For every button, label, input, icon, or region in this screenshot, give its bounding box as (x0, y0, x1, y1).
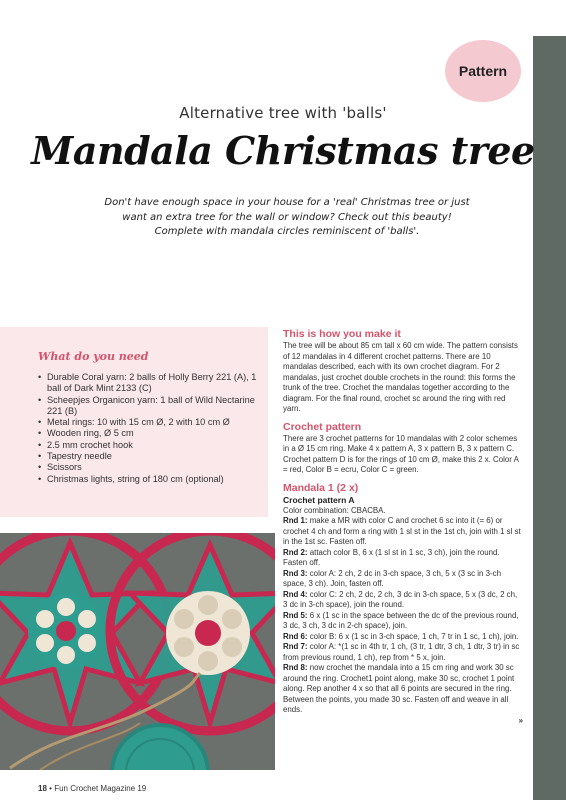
how-to-heading: This is how you make it (283, 328, 401, 340)
round-text: 6 x (1 sc in the space between the dc of the previous round, 3 dc, 3 ch, 3 dc in 2-ch space), join. (283, 610, 519, 630)
materials-list (38, 372, 260, 485)
round-label: Rnd 7: (283, 642, 308, 651)
list-item: • Durable Coral yarn: 2 balls of Holly Berry 221 (A), 1 ball of Dark Mint 2133 (C) (38, 372, 260, 395)
round-label: Rnd 3: (283, 568, 308, 578)
round-text: attach color B, 6 x (1 sl st in 1 sc, 3 ch), join the round. Fasten off. (283, 547, 500, 567)
round-label: Rnd 8: (283, 663, 308, 672)
round-label: Rnd 5: (283, 610, 308, 620)
list-item: • Wooden ring, Ø 5 cm (38, 428, 260, 439)
how-to-text: The tree will be about 85 cm tall x 60 cm wide. The pattern consists of 12 mandalas in 4 different crochet patterns. There are 10 mandalas described, each with its own crochet diagram. For 2 mandalas, just crochet double crochets in the round: this forms the trunk of the tree. Crochet the mandalas together according to the diagram. For the final round, crochet sc around the ring with red yarn. (283, 341, 518, 413)
instructions-column (283, 328, 523, 726)
round-line (283, 632, 523, 643)
round-line (283, 590, 523, 611)
round-line (283, 516, 523, 548)
list-item: • Christmas lights, string of 180 cm (optional) (38, 474, 260, 485)
mandala-1-heading: Mandala 1 (2 x) (283, 481, 359, 494)
round-text: color B: 6 x (1 sc in 3-ch space, 1 ch, 7 tr in 1 sc, 1 ch), join. (307, 631, 519, 641)
pattern-badge-label: Pattern (458, 63, 508, 79)
page-number: 18 (38, 784, 47, 793)
article-intro: Don't have enough space in your house for a 'real' Christmas tree or just want an extra tree for the wall or window? Check out this beauty! Complete with mandala circles reminiscent of 'balls'. (104, 197, 470, 237)
mandala-photo-illustration (0, 533, 275, 770)
list-item: • Scheepjes Organicon yarn: 1 ball of Wild Nectarine 221 (B) (38, 395, 260, 418)
watermark: PassionForum.ru (449, 784, 517, 794)
crochet-pattern-text: There are 3 crochet patterns for 10 mandalas with 2 color schemes in a Ø 15 cm ring. Make 4 x pattern A, 3 x pattern B, 3 x pattern C. Crochet pattern D is for the rings of 10 cm Ø, make this 2 x. Color A = red, Color B = ecru, Color C = green. (283, 433, 519, 474)
article-kicker: Alternative tree with 'balls' (179, 104, 387, 122)
round-line (283, 642, 523, 663)
round-label: Rnd 4: (283, 589, 308, 599)
crochet-pattern-heading: Crochet pattern (283, 420, 362, 433)
mandala-photo (0, 533, 275, 770)
round-text: color C: 2 ch, 2 dc, 2 ch, 3 dc in 3-ch space, 5 x (3 dc, 2 ch, 3 dc in 3-ch space), join the round. (283, 589, 518, 609)
pattern-badge (445, 40, 521, 102)
materials-heading: What do you need (38, 350, 149, 363)
round-label: Rnd 1: (283, 516, 308, 525)
round-text: color A: *(1 sc in 4th tr, 1 ch, (3 tr, 1 dtr, 3 ch, 1 dtr, 3 tr) in sc from previous round, 1 ch), rep from * 5 x, join. (283, 642, 520, 662)
round-text: color A: 2 ch, 2 dc in 3-ch space, 3 ch, 5 x (3 sc in 3-ch space, 3 ch). Join, fasten off. (283, 568, 501, 588)
list-item: • 2.5 mm crochet hook (38, 440, 260, 451)
list-item: • Scissors (38, 462, 260, 473)
round-label: Rnd 6: (283, 631, 308, 641)
list-item: • Tapestry needle (38, 451, 260, 462)
footer-bullet: • (49, 784, 52, 793)
page-footer (38, 784, 146, 793)
continue-arrow-icon: » (518, 715, 523, 725)
round-line (283, 569, 523, 590)
round-text: make a MR with color C and crochet 6 sc into it (= 6) or crochet 4 ch and form a ring with 1 sl st in the 1st ch, join with 1 sl st in the 1st sc. Fasten off. (283, 516, 521, 546)
round-line (283, 611, 523, 632)
list-item: • Metal rings: 10 with 15 cm Ø, 2 with 10 cm Ø (38, 417, 260, 428)
round-label: Rnd 2: (283, 547, 308, 557)
mandala-1-combo: Color combination: CBACBA. (283, 505, 386, 515)
round-line (283, 663, 523, 716)
mandala-1-subheading: Crochet pattern A (283, 494, 355, 505)
article-title: Mandala Christmas tree (31, 128, 535, 173)
round-line (283, 548, 523, 569)
magazine-name: Fun Crochet Magazine 19 (54, 784, 147, 793)
round-text: now crochet the mandala into a 15 cm ring and work 30 sc around the ring. Crochet1 point along, make 30 sc, crochet 1 point along. Rep another 4 x so that all 6 points are secured in the ring. Between the points, you made 30 sc. Fasten off and weave in all ends. (283, 663, 515, 714)
